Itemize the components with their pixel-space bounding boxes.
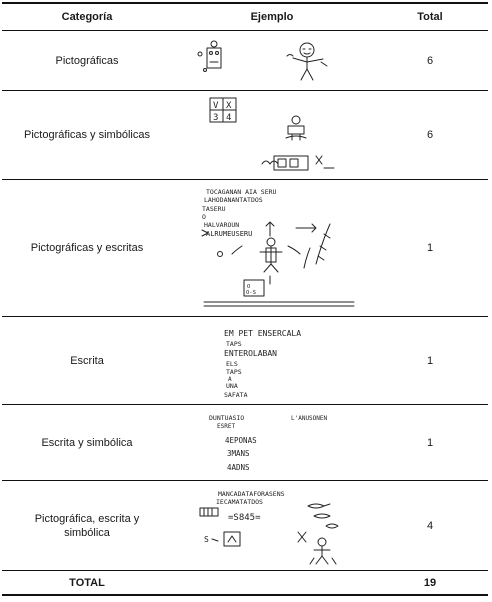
drawn-text-line: 4EPONAS — [225, 436, 257, 445]
example-drawing-written-symbolic — [207, 410, 367, 476]
drawn-text-line: HALVAROUN — [204, 221, 240, 229]
drawn-text-line: DUNTUASIO — [209, 414, 245, 422]
row-total: 6 — [426, 54, 434, 67]
drawn-text-line: ELS — [226, 360, 238, 368]
drawn-text-line: L'ANUSONEN — [291, 415, 328, 422]
drawn-text-line: TAPS — [226, 368, 242, 376]
drawn-text-line: SAFATA — [224, 391, 248, 399]
header-category: Categoría — [61, 11, 113, 23]
example-drawing-pictographic-written-symbolic — [198, 486, 358, 568]
header-total: Total — [417, 11, 443, 23]
drawn-text-line: LAHODANANTATDOS — [204, 196, 263, 204]
drawn-text-line: O — [202, 213, 206, 221]
drawn-box-letter: O — [247, 284, 251, 290]
row-category: Pictográficas — [55, 54, 119, 67]
category-table — [2, 2, 488, 598]
total-label: TOTAL — [69, 576, 105, 589]
header-example: Ejemplo — [250, 11, 294, 23]
drawn-text-line: IECAMATATDOS — [216, 498, 263, 506]
drawn-text-line: MANCADATAFORASENS — [218, 490, 285, 498]
drawn-text-line: S — [204, 535, 209, 544]
drawn-box-letter: O-S — [246, 290, 256, 296]
row-category: Pictográficas y escritas — [30, 242, 144, 254]
row-total: 6 — [426, 129, 434, 141]
drawn-text-line: ENTEROLABAN — [224, 349, 277, 358]
example-drawing-written — [222, 324, 352, 402]
example-drawing-pictographic — [197, 38, 347, 82]
drawn-box-letter: V — [213, 101, 219, 111]
drawn-text-line: 4ADNS — [227, 463, 250, 472]
row-total: 1 — [426, 436, 434, 449]
row-category: Escrita y simbólica — [41, 436, 133, 449]
drawn-text-line: 3MANS — [227, 449, 250, 458]
row-total: 1 — [426, 354, 434, 367]
row-total: 4 — [426, 519, 434, 532]
drawn-text-line: A — [228, 376, 232, 383]
drawn-box-letter: 4 — [226, 113, 232, 123]
drawn-text-line: ALRUMEUSERU — [206, 230, 253, 238]
row-category: Pictográfica, escrita y simbólica — [34, 512, 140, 539]
drawn-text-line: =S845= — [228, 513, 261, 523]
total-value: 19 — [423, 576, 437, 589]
drawn-text-line: EM PET ENSERCALA — [224, 329, 302, 338]
drawn-text-line: TAPS — [226, 340, 242, 348]
row-total: 1 — [426, 242, 434, 254]
drawn-box-letter: X — [226, 101, 232, 111]
drawn-text-line: UNA — [226, 382, 238, 390]
drawn-text-line: ESRET — [217, 423, 236, 430]
row-category: Escrita — [70, 354, 104, 367]
drawn-text-line: TOCAGANAN AIA SERU — [206, 188, 277, 196]
drawn-box-letter: 3 — [213, 113, 219, 123]
row-category: Pictográficas y simbólicas — [24, 129, 150, 141]
example-drawing-pictographic-symbolic — [202, 94, 342, 176]
drawn-text-line: TASERU — [202, 205, 226, 213]
example-drawing-pictographic-written — [200, 184, 360, 312]
table-bottom-rule — [2, 594, 488, 596]
